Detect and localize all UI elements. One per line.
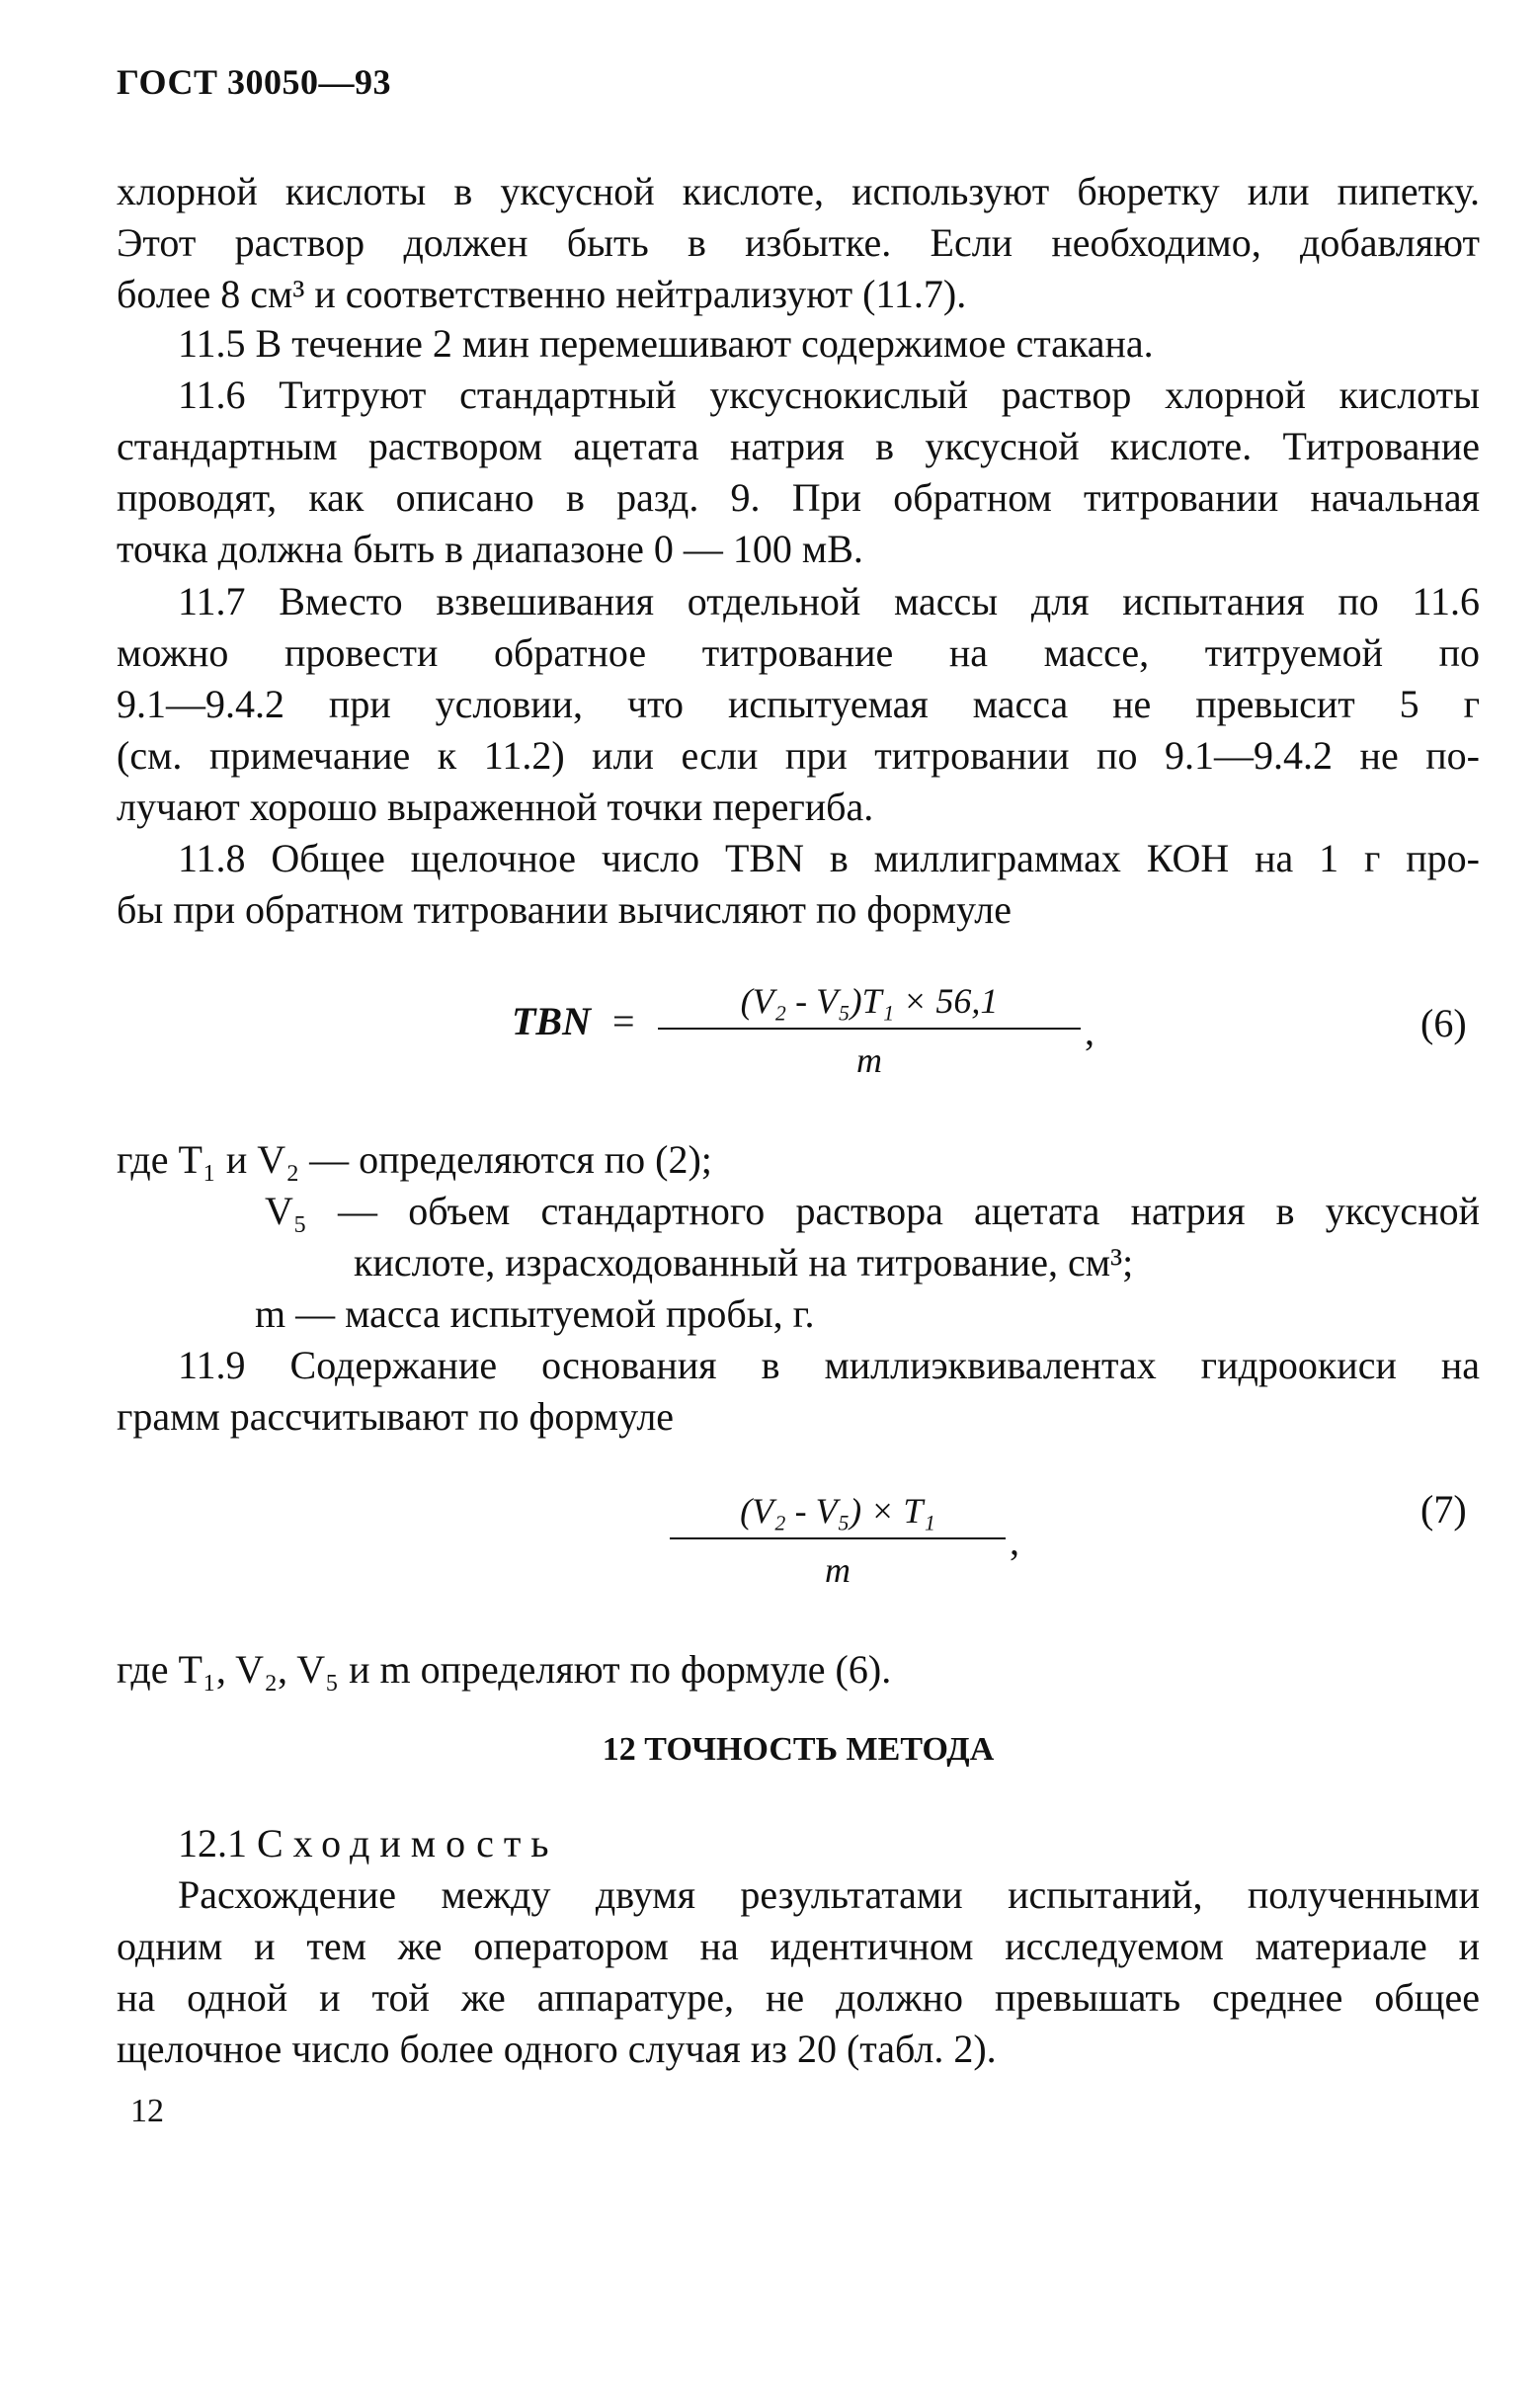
formula-6-comma: ,: [1085, 1009, 1094, 1053]
text-line: лучают хорошо выраженной точки перегиба.: [117, 785, 874, 829]
text-line: стандартным раствором ацетата натрия в уксусной кислоте. Титрование: [117, 424, 1480, 468]
formula-7-denominator: m: [825, 1550, 851, 1590]
formula-6-number: (6): [1420, 1001, 1467, 1045]
text-line: хлорной кислоты в уксусной кислоте, используют бюретку или пипетку.: [117, 169, 1480, 213]
text-line: точка должна быть в диапазоне 0 — 100 мВ.: [117, 527, 863, 571]
document-page: [117, 0, 1480, 2403]
formula-6-equals: =: [612, 999, 635, 1043]
paragraph-11-6: [117, 370, 1480, 575]
paragraph-11-7: [117, 576, 1480, 833]
legend-line: m — масса испытуемой пробы, г.: [255, 1291, 815, 1336]
formula-7-legend: [117, 1644, 1480, 1696]
text-line: 9.1—9.4.2 при условии, что испытуемая масса не превысит 5 г: [117, 682, 1480, 726]
legend-line: V₅ — объем стандартного раствора ацетата натрия в уксусной: [265, 1189, 1480, 1233]
formula-6-denominator: m: [856, 1040, 882, 1080]
text-line: бы при обратном титровании вычисляют по формуле: [117, 887, 1012, 932]
formula-7-comma: ,: [1010, 1519, 1019, 1563]
text-line: проводят, как описано в разд. 9. При обратном титровании начальная: [117, 475, 1480, 520]
paragraph-11-5: [117, 318, 1480, 370]
subsection-number: 12.1: [178, 1821, 247, 1865]
text-line: на одной и той же аппаратуре, не должно превышать среднее общее: [117, 1975, 1480, 2020]
subsection-line: [117, 1818, 1480, 1869]
text-line: (см. примечание к 11.2) или если при титровании по 9.1—9.4.2 не по-: [117, 733, 1480, 778]
legend-line: где T₁, V₂, V₅ и m определяют по формуле (6).: [117, 1647, 892, 1692]
formula-7-number: (7): [1420, 1487, 1467, 1532]
text-line: щелочное число более одного случая из 20 (табл. 2).: [117, 2027, 997, 2071]
text-line: 11.8 Общее щелочное число TBN в миллиграммах КОН на 1 г про-: [178, 836, 1480, 880]
paragraph-11-9: [117, 1340, 1480, 1443]
paragraph-11-8: [117, 833, 1480, 936]
text-line: Расхождение между двумя результатами испытаний, полученными: [178, 1872, 1480, 1917]
text-line: 11.6 Титруют стандартный уксуснокислый раствор хлорной кислоты: [178, 373, 1480, 417]
formula-6-legend: [117, 1134, 1480, 1340]
paragraph-12-1: [117, 1869, 1480, 2075]
text-line: можно провести обратное титрование на массе, титруемой по: [117, 630, 1480, 675]
text-line: 11.5 В течение 2 мин перемешивают содержимое стакана.: [178, 321, 1154, 366]
section-title: 12 ТОЧНОСТЬ МЕТОДА: [602, 1731, 995, 1768]
legend-line: где T₁ и V₂ — определяются по (2);: [117, 1137, 712, 1182]
text-line: 11.7 Вместо взвешивания отдельной массы для испытания по 11.6: [178, 579, 1480, 623]
formula-6-lhs: [512, 998, 635, 1044]
formula-6-fraction: [658, 980, 1081, 1081]
document-header: ГОСТ 30050—93: [117, 62, 391, 102]
text-line: Этот раствор должен быть в избытке. Если необходимо, добавляют: [117, 220, 1480, 265]
page-number: 12: [130, 2093, 164, 2129]
text-line: грамм рассчитывают по формуле: [117, 1394, 675, 1439]
text-line: более 8 см³ и соответственно нейтрализуют (11.7).: [117, 272, 967, 316]
formula-6-numerator: (V₂ - V₅)T₁ × 56,1: [658, 980, 1081, 1030]
paragraph-continued: [117, 166, 1480, 320]
formula-7-numerator: (V₂ - V₅) × T₁: [670, 1490, 1006, 1539]
formula-6-lhs-text: TBN: [512, 999, 591, 1043]
text-line: 11.9 Содержание основания в миллиэквивалентах гидроокиси на: [178, 1343, 1480, 1387]
legend-line: кислоте, израсходованный на титрование, см³;: [354, 1240, 1134, 1284]
subsection-title: Сходимость: [257, 1821, 559, 1865]
text-line: одним и тем же оператором на идентичном исследуемом материале и: [117, 1924, 1480, 1968]
formula-7-fraction: [670, 1490, 1006, 1591]
subsection-heading: [117, 1818, 1480, 1869]
